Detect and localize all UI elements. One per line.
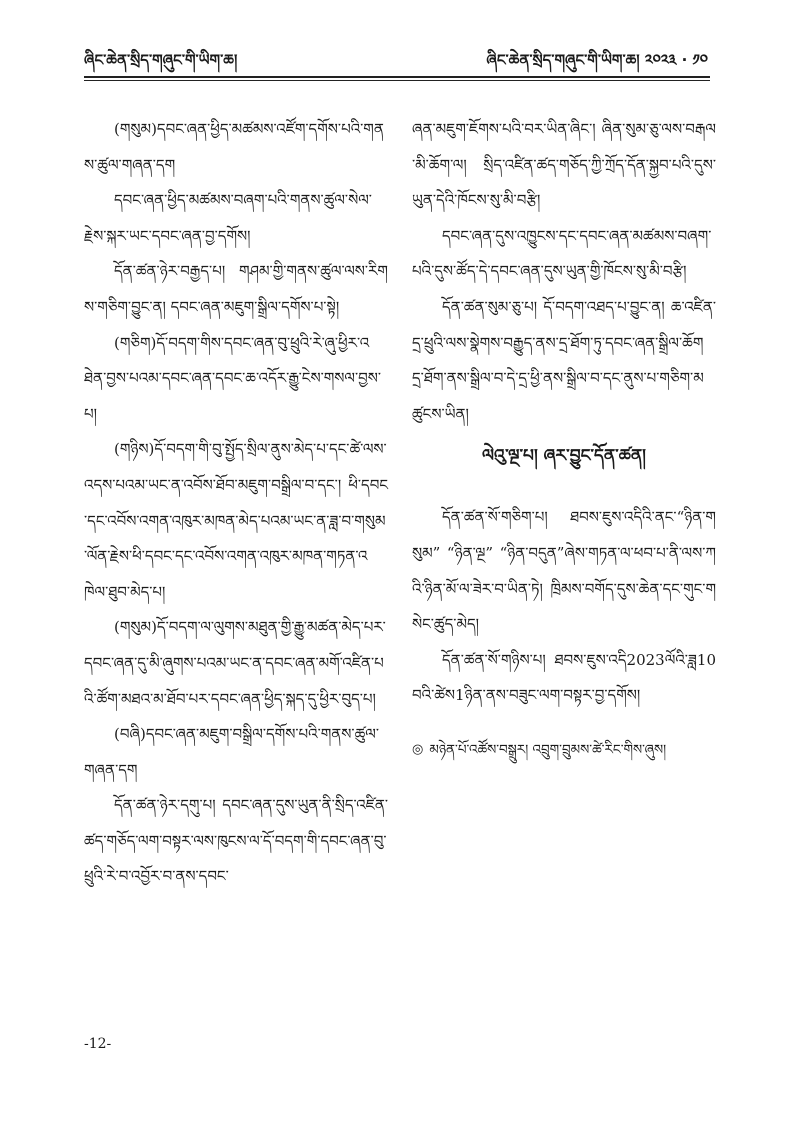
chapter-five-heading: ལེའུ་ལྔ་པ། ཞར་བྱུང་དོན་ཚན། xyxy=(482,446,646,467)
header-rule-thin xyxy=(84,80,710,81)
header-rule-thick xyxy=(84,76,710,78)
circle-dot-icon: ◎ xyxy=(412,741,424,757)
article-30: དོན་ཚན་སུམ་ཅུ་པ། དོ་བདག་འཐད་པ་བྱུང་ན། ཆ་འཛིན་དྲ་ཕྲུའི་ལས་སྣེགས་བརྒྱུད་ནས་དྲ་ཐོག་ཏུ་དབང་ཞན་སྒྲིལ་ཆོག དྲ་ཐོག་ནས་སྒྲིལ་བ་དེ་དྲ་ཕྱི་ནས་སྒྲིལ་བ་དང་ནུས་པ་གཅིག་མཚུངས་ཡིན། xyxy=(412,297,716,423)
article-29: དོན་ཚན་ཉེར་དགུ་པ། དབང་ཞན་དུས་ཡུན་ནི་སྲིད་འཛིན་ཚད་གཅོད་ལག་བསྟར་ལས་ཁུངས་ལ་དོ་བདག་གི་དབང་ཞན་བུ་ཕྲུའི་རེ་བ་འབྱོར་བ་ནས་དབང་ xyxy=(84,796,388,886)
right-paragraph-continued: ཞན་མཇུག་ཇོགས་པའི་བར་ཡིན་ཞིང་། ཞིན་སུམ་ཅུ་ལས་བརྒལ་མི་ཆོག་ལ། སྲིད་འཛིན་ཚད་གཅོད་ཀྱི་ཀྲོད་དོན་སྐྱབ་པའི་དུས་ཡུན་དེའི་ཁོངས་སུ་མི་བརྩི། xyxy=(412,120,716,210)
article-31: དོན་ཚན་སོ་གཅིག་པ། ཐབས་ཇུས་འདིའི་ནང་“ཉིན་གསུམ” “ཉིན་ལྔ” “ཉིན་བདུན”ཞེས་གཏན་ལ་ཕབ་པ་ནི་ལས་ཀའི་ཉིན་མོ་ལ་ཟེར་བ་ཡིན་ཏེ། ཁྲིམས་བགོད་དུས་ཆེན་དང་གུང་གསེང་ཚུད་མེད། xyxy=(412,508,716,634)
article-32: དོན་ཚན་སོ་གཉིས་པ། ཐབས་ཇུས་འདི2023ལོའི་ཟླ10བའི་ཚེས1ཉིན་ནས་བཟུང་ལག་བསྟར་བྱ་དགོས། xyxy=(412,650,716,705)
article-28: དོན་ཚན་ཉེར་བརྒྱད་པ། གཤམ་གྱི་གནས་ཚུལ་ལས་རིགས་གཅིག་བྱུང་ན། དབང་ཞན་མཇུག་སྒྲིལ་དགོས་པ་སྟེ། xyxy=(84,262,388,316)
running-header-right: ཞིང་ཆེན་སྲིད་གཞུང་གི་ཡིག་ཆ། ༢༠༢༣ · ༡༠ xyxy=(486,51,708,69)
translator-note-text: མཉེན་པོ་འཚོས་བསྒྲུར། འབྲུག་བྲུམས་ཚེ་རིང་གིས་ཞུས། xyxy=(429,741,667,758)
page-number: -12- xyxy=(84,1036,112,1052)
left-paragraph-7: (བཞི)དབང་ཞན་མཇུག་བསྒྲིལ་དགོས་པའི་གནས་ཚུལ་གཞན་དག xyxy=(84,725,379,779)
translator-note xyxy=(412,736,716,764)
right-paragraph-2: དབང་ཞན་དུས་འཁྱུངས་དང་དབང་ཞན་མཚམས་བཞག་པའི་དུས་ཚོད་དེ་དབང་ཞན་དུས་ཡུན་གྱི་ཁོངས་སུ་མི་བརྩི། xyxy=(412,226,712,281)
left-paragraph-2: དབང་ཞན་ཕྱིད་མཚམས་བཞག་པའི་གནས་ཚུལ་སེལ་རྗེས་སྐར་ཡང་དབང་ཞན་བྱ་དགོས། xyxy=(84,191,372,245)
left-column xyxy=(84,112,388,895)
left-paragraph-6: (གསུམ)དོ་བདག་ལ་ལུགས་མཐུན་གྱི་རྒྱུ་མཚན་མེད་པར་དབང་ཞན་དུ་མི་ཞུགས་པའམ་ཡང་ན་དབང་ཞན་མགོ་འཛིན་པའི་ཚོག་མཐའ་མ་ཐོབ་པར་དབང་ཞན་ཕྱིད་སྐད་དུ་ཕྱིར་བུད་པ། xyxy=(84,618,386,708)
left-paragraph-5: (གཉིས)དོ་བདག་གི་བུ་སྤྱོད་སྲིལ་ནུས་མེད་པ་དང་ཚེ་ལས་འདས་པའམ་ཡང་ན་འབོས་ཐོབ་མཇུག་བསྒྲིལ་བ་དང་། ཕི་དབང་དང་འབོས་འགན་འཁུར་མཁན་མེད་པའམ་ཡང་ན་ཟླ་བ་གསུམ་ལོན་རྗེས་ཕི་དབང་དང་འབོས་འགན་འཁུར་མཁན་གཏན་འཁེལ་ཐུབ་མེད་པ། xyxy=(84,440,388,601)
running-header-left: ཞིང་ཆེན་སྲིད་གཞུང་གི་ཡིག་ཆ། xyxy=(84,51,238,69)
left-paragraph-4: (གཅིག)དོ་བདག་གིས་དབང་ཞན་བུ་ཕྲུའི་རེ་ཞུ་ཕྱིར་འཐེན་བྱས་པའམ་དབང་ཞན་དབང་ཆ་འདོར་རྒྱུ་ངེས་གསལ་བྱས་པ། xyxy=(84,333,382,423)
left-paragraph-1: (གསུམ)དབང་ཞན་ཕྱིད་མཚམས་འཛོག་དགོས་པའི་གནས་ཚུལ་གཞན་དག xyxy=(84,120,384,174)
right-column xyxy=(412,112,716,764)
